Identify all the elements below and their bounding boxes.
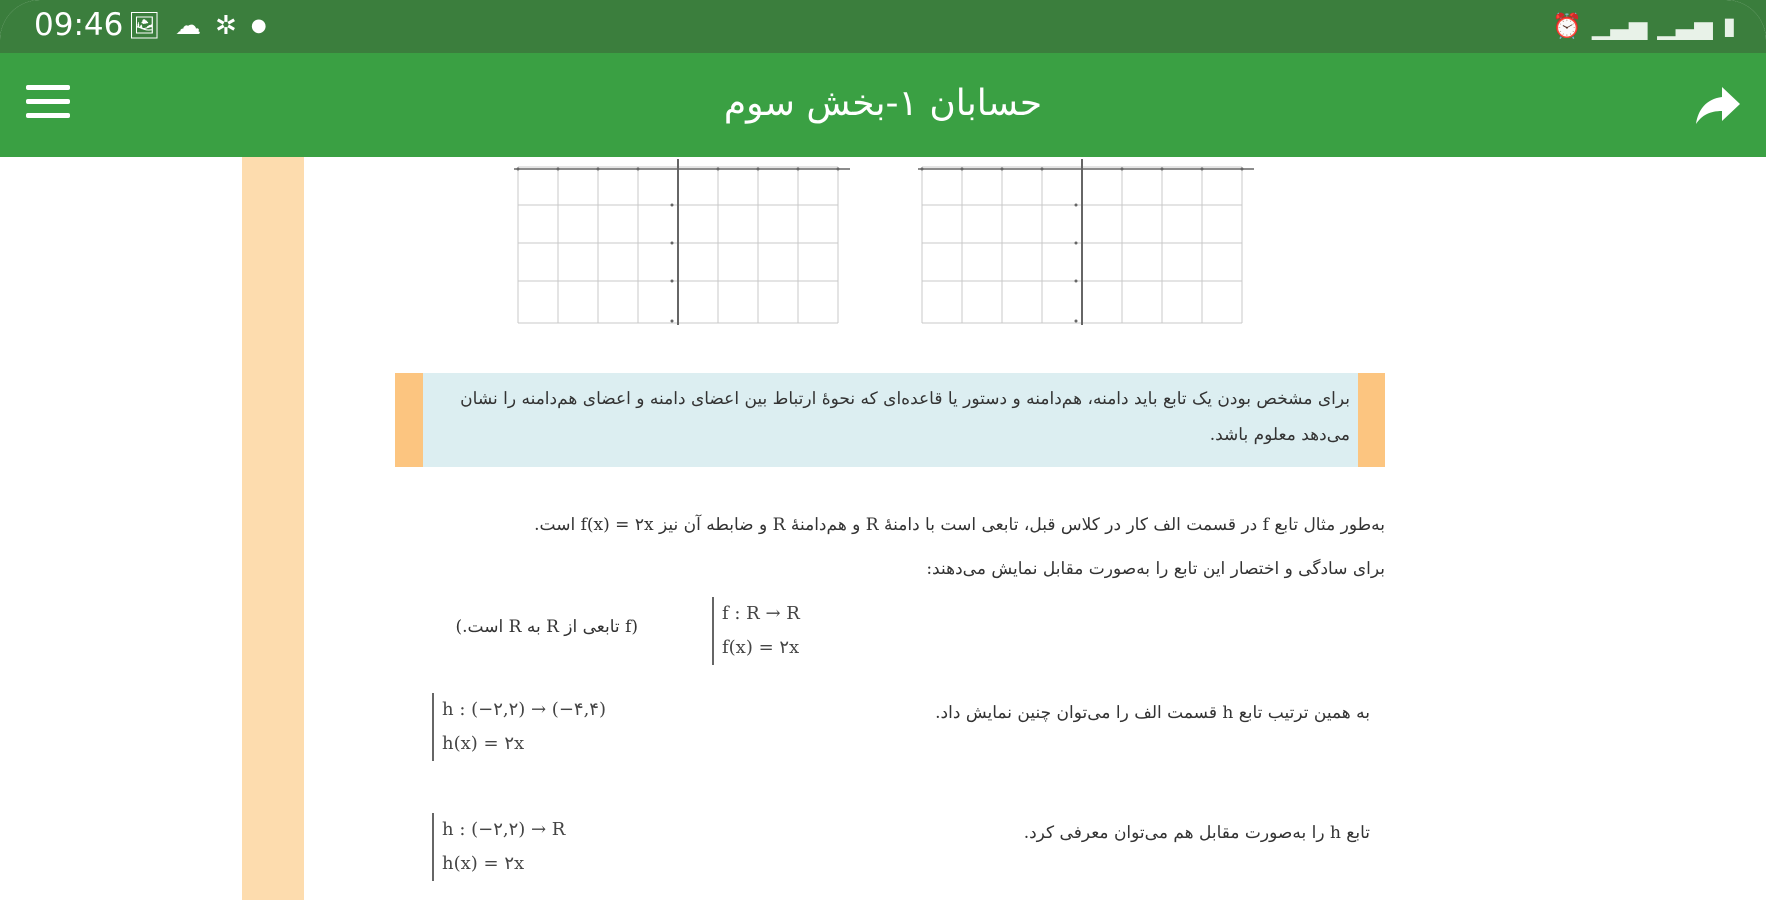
- math-line: h : (−۲,۲) → R: [442, 819, 566, 840]
- cloud-icon: ☁: [175, 11, 202, 41]
- math-definition-h1: [432, 693, 606, 761]
- battery-icon: ▮: [1722, 12, 1736, 40]
- status-icons-right: [1552, 10, 1736, 42]
- grid-icon: ✲: [215, 11, 237, 41]
- math-line: h : (−۲,۲) → (−۴,۴): [442, 699, 606, 720]
- math-caption: (f تابعی از R به R است.): [455, 617, 638, 637]
- math-definition-h2: [432, 813, 565, 881]
- status-time: 09:46: [34, 7, 124, 43]
- status-bar: [0, 0, 1766, 53]
- status-icons-left: [128, 10, 267, 42]
- share-icon: [1690, 77, 1746, 133]
- alarm-icon: ⏰: [1552, 12, 1583, 40]
- math-line: h(x) = ۲x: [442, 853, 525, 874]
- math-line: f : R → R: [722, 603, 800, 624]
- signal-icon: ▁▃▅: [1592, 12, 1648, 40]
- paragraph-line: برای سادگی و اختصار این تابع را به‌صورت مقابل نمایش می‌دهند:: [926, 559, 1385, 579]
- note-accent-left: [395, 373, 423, 467]
- app-bar: [0, 53, 1766, 157]
- signal-icon-2: ▁▃▅: [1657, 12, 1713, 40]
- page-margin-strip: [242, 157, 304, 900]
- math-line: f(x) = ۲x: [722, 637, 800, 658]
- paragraph-line: به‌طور مثال تابع f در قسمت الف کار در کلاس قبل، تابعی است با دامنهٔ R و هم‌دامنهٔ R و ضابطه آن نیز f(x) = ۲x است.: [534, 515, 1385, 535]
- document-page[interactable]: [0, 157, 1766, 900]
- share-button[interactable]: [1690, 77, 1746, 133]
- coordinate-grid-right: [916, 157, 1260, 327]
- dot-icon: ●: [250, 15, 267, 36]
- coordinate-grid-left: [512, 157, 856, 327]
- paragraph-line: تابع h را به‌صورت مقابل هم می‌توان معرفی کرد.: [1023, 823, 1370, 843]
- paragraph-line: به همین ترتیب تابع h قسمت الف را می‌توان چنین نمایش داد.: [935, 703, 1370, 723]
- math-line: h(x) = ۲x: [442, 733, 525, 754]
- math-definition-f: [712, 597, 800, 665]
- note-accent-right: [1358, 373, 1385, 467]
- image-icon: 🖼: [128, 11, 162, 41]
- definition-note-text: برای مشخص بودن یک تابع باید دامنه، هم‌دامنه و دستور یا قاعده‌ای که نحوهٔ ارتباط بین اعضای دامنه و اعضای هم‌دامنه را نشان می‌دهد معلوم باشد.: [460, 389, 1350, 445]
- page-title: حسابان ۱-بخش سوم: [723, 83, 1043, 124]
